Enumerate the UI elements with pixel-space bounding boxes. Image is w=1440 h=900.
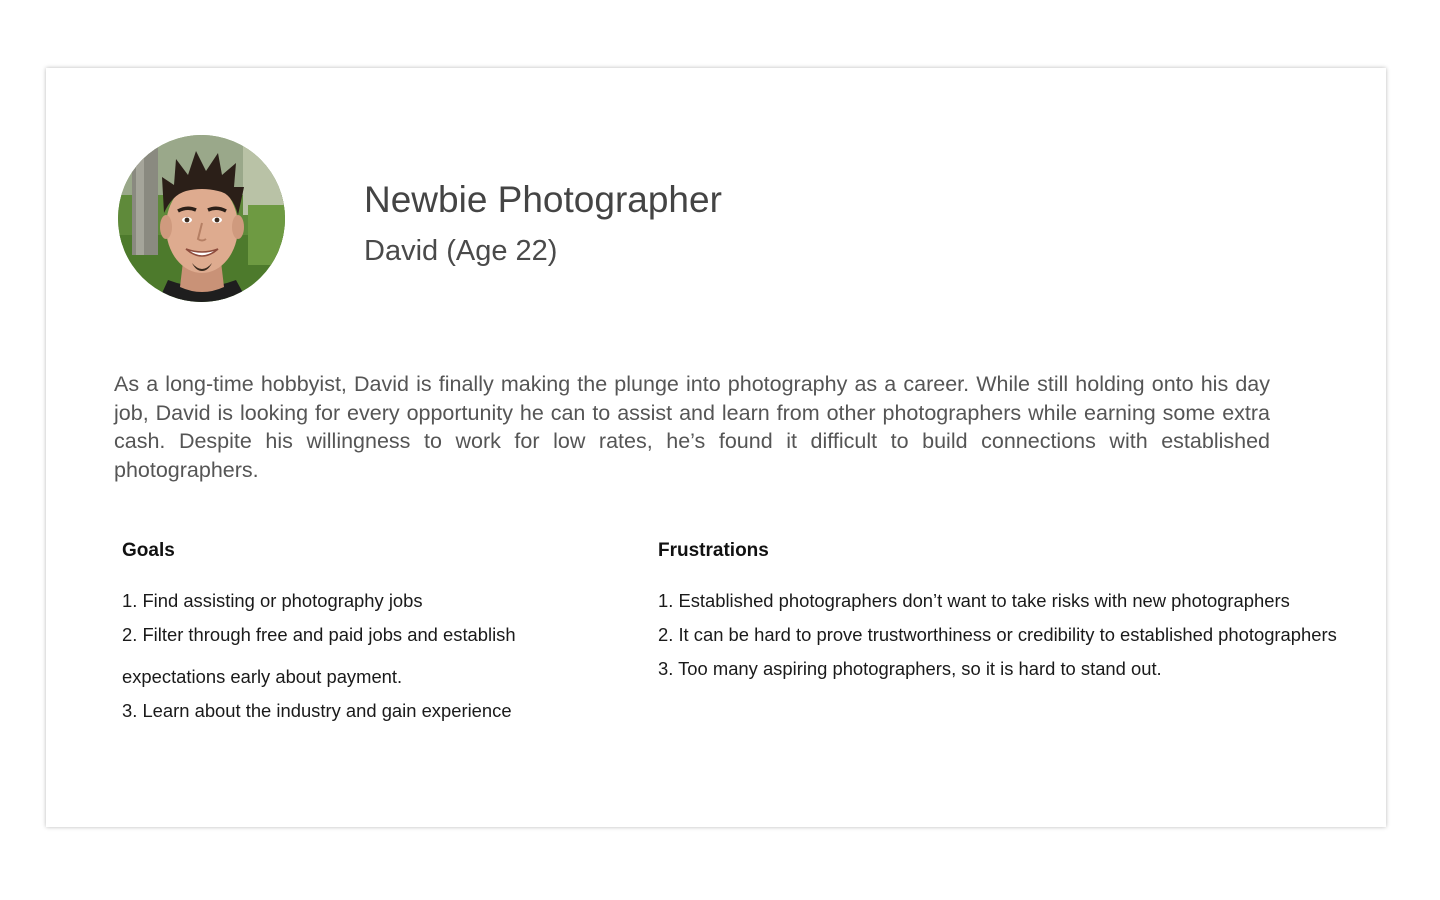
persona-card [46,68,1386,827]
goals-heading: Goals [122,540,175,561]
goal-item: 2. Filter through free and paid jobs and establish expectations early about payment. [122,624,516,687]
frustrations-heading: Frustrations [658,540,769,561]
frustration-item: 1. Established photographers don’t want to take risks with new photographers [658,590,1290,611]
persona-type-title: Newbie Photographer [364,179,722,220]
frustrations-section [658,538,1363,690]
persona-bio: As a long-time hobbyist, David is finally making the plunge into photography as a career. While still holding onto his day job, David is looking for every opportunity he can to assist and learn from other photographers while earning some extra cash. Despite his willingness to work for low rates, he’s found it difficult to build connections with established photographers. [114,372,1270,483]
goal-item: 1. Find assisting or photography jobs [122,590,423,611]
frustration-item: 3. Too many aspiring photographers, so it is hard to stand out. [658,658,1162,679]
goals-section [122,538,592,732]
persona-avatar [118,135,285,302]
goal-item: 3. Learn about the industry and gain experience [122,700,512,721]
persona-name-age: David (Age 22) [364,235,558,267]
avatar-portrait-image [118,135,285,302]
frustration-item: 2. It can be hard to prove trustworthiness or credibility to established photographers [658,624,1337,645]
frustrations-list [658,580,1363,690]
goals-list [122,580,592,732]
